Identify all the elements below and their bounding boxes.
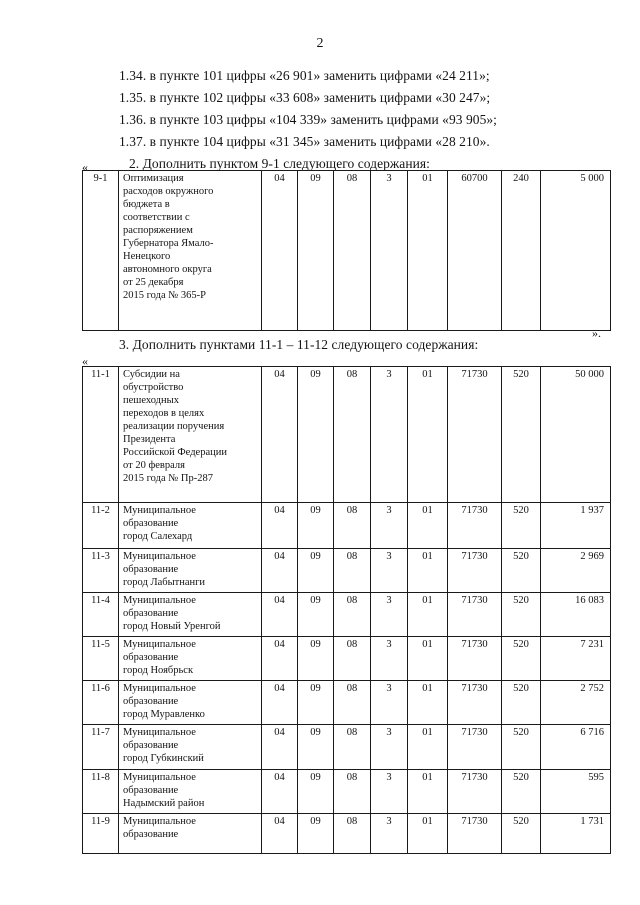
code-subprogram: 01 [408,593,448,637]
row-name [119,171,262,331]
row-name [119,637,262,681]
quote-open-2: « [82,354,88,368]
code-section: 09 [298,367,334,503]
code-expense-type: 520 [502,367,541,503]
row-name-line: бюджета в [123,199,170,210]
row-name-line: Муниципальное [123,816,196,827]
row-name-line: Муниципальное [123,727,196,738]
code-section: 09 [298,593,334,637]
code-ministry: 04 [262,171,298,331]
code-program: 3 [371,549,408,593]
row-name-line: пешеходных [123,395,179,406]
code-target: 71730 [448,549,502,593]
row-number: 11-6 [83,681,119,725]
row-name-line: переходов в целях [123,408,205,419]
row-name-line: образование [123,652,179,663]
code-program: 3 [371,637,408,681]
code-expense-type: 520 [502,637,541,681]
amount: 5 000 [541,171,611,331]
code-expense-type: 520 [502,814,541,854]
code-expense-type: 240 [502,171,541,331]
code-target: 71730 [448,367,502,503]
code-subprogram: 01 [408,725,448,770]
table-row [83,549,611,593]
row-name-line: Муниципальное [123,772,196,783]
code-ministry: 04 [262,593,298,637]
code-program: 3 [371,171,408,331]
row-name-line: Муниципальное [123,683,196,694]
code-ministry: 04 [262,503,298,549]
row-number: 11-8 [83,770,119,814]
page-number: 2 [316,36,324,51]
code-target: 71730 [448,503,502,549]
row-name [119,725,262,770]
code-ministry: 04 [262,770,298,814]
code-section: 09 [298,171,334,331]
row-name-line: от 25 декабря [123,277,184,288]
row-name [119,549,262,593]
row-name-line: соответствии с [123,212,190,223]
row-name-line: образование [123,564,179,575]
code-program: 3 [371,770,408,814]
code-ministry: 04 [262,367,298,503]
row-name-line: образование [123,518,179,529]
code-section: 09 [298,637,334,681]
code-subprogram: 01 [408,503,448,549]
code-subsection: 08 [334,593,371,637]
code-expense-type: 520 [502,503,541,549]
code-expense-type: 520 [502,770,541,814]
code-ministry: 04 [262,681,298,725]
code-ministry: 04 [262,814,298,854]
table-row [83,814,611,854]
code-target: 60700 [448,171,502,331]
row-name-line: Оптимизация [123,173,184,184]
row-name [119,814,262,854]
row-name-line: Надымский район [123,798,205,809]
code-program: 3 [371,725,408,770]
row-name-line: Президента [123,434,176,445]
code-program: 3 [371,593,408,637]
code-section: 09 [298,503,334,549]
row-name [119,681,262,725]
row-name-line: Российской Федерации [123,447,227,458]
code-subsection: 08 [334,681,371,725]
row-number: 11-9 [83,814,119,854]
code-program: 3 [371,367,408,503]
code-section: 09 [298,770,334,814]
row-name-line: город Муравленко [123,709,205,720]
code-subsection: 08 [334,367,371,503]
row-name-line: Муниципальное [123,595,196,606]
code-subsection: 08 [334,770,371,814]
amount: 2 752 [541,681,611,725]
row-name-line: образование [123,829,179,840]
row-number: 11-7 [83,725,119,770]
amount: 1 731 [541,814,611,854]
code-subsection: 08 [334,725,371,770]
table-items-11 [82,366,611,854]
row-name-line: Губернатора Ямало- [123,238,214,249]
row-name-line: город Ноябрьск [123,665,194,676]
row-name-line: от 20 февраля [123,460,185,471]
amount: 7 231 [541,637,611,681]
code-section: 09 [298,549,334,593]
row-name-line: город Губкинский [123,753,204,764]
amount: 16 083 [541,593,611,637]
row-name-line: город Новый Уренгой [123,621,221,632]
row-name-line: расходов окружного [123,186,214,197]
code-section: 09 [298,725,334,770]
row-name-line: образование [123,785,179,796]
row-name-line: Субсидии на [123,369,180,380]
paragraph-1-36: 1.36. в пункте 103 цифры «104 339» заменить цифрами «93 905»; [119,112,497,127]
row-number: 11-4 [83,593,119,637]
code-subprogram: 01 [408,171,448,331]
code-expense-type: 520 [502,593,541,637]
row-name-line: распоряжением [123,225,193,236]
code-subprogram: 01 [408,367,448,503]
row-name [119,593,262,637]
code-subsection: 08 [334,814,371,854]
code-target: 71730 [448,637,502,681]
row-name-line: Муниципальное [123,639,196,650]
code-subsection: 08 [334,503,371,549]
amount: 50 000 [541,367,611,503]
table-row [83,593,611,637]
row-name-line: Муниципальное [123,551,196,562]
row-name-line: 2015 года № 365-Р [123,290,206,301]
table-row [83,725,611,770]
code-program: 3 [371,503,408,549]
code-section: 09 [298,814,334,854]
code-program: 3 [371,814,408,854]
paragraph-3: 3. Дополнить пунктами 11-1 – 11-12 следующего содержания: [119,337,479,352]
code-subprogram: 01 [408,814,448,854]
code-section: 09 [298,681,334,725]
paragraph-1-35: 1.35. в пункте 102 цифры «33 608» заменить цифрами «30 247»; [119,90,491,105]
table-row [83,770,611,814]
code-subprogram: 01 [408,637,448,681]
code-program: 3 [371,681,408,725]
quote-open-1: « [82,160,88,174]
table-row [83,503,611,549]
row-name-line: город Салехард [123,531,193,542]
amount: 2 969 [541,549,611,593]
row-name-line: 2015 года № Пр-287 [123,473,213,484]
code-ministry: 04 [262,637,298,681]
code-expense-type: 520 [502,725,541,770]
table-row [83,637,611,681]
row-number: 11-5 [83,637,119,681]
row-number: 11-1 [83,367,119,503]
code-subprogram: 01 [408,681,448,725]
code-target: 71730 [448,770,502,814]
code-expense-type: 520 [502,681,541,725]
row-name-line: Муниципальное [123,505,196,516]
table-item-9-1 [82,170,611,331]
code-subsection: 08 [334,171,371,331]
code-subsection: 08 [334,549,371,593]
row-name-line: Ненецкого [123,251,171,262]
code-target: 71730 [448,814,502,854]
row-number: 9-1 [83,171,119,331]
code-target: 71730 [448,593,502,637]
table-row [83,171,611,331]
row-name-line: обустройство [123,382,184,393]
table-row [83,367,611,503]
row-number: 11-3 [83,549,119,593]
code-subprogram: 01 [408,549,448,593]
row-name [119,367,262,503]
code-target: 71730 [448,725,502,770]
code-target: 71730 [448,681,502,725]
code-subsection: 08 [334,637,371,681]
amount: 595 [541,770,611,814]
paragraph-1-37: 1.37. в пункте 104 цифры «31 345» заменить цифрами «28 210». [119,134,490,149]
code-subprogram: 01 [408,770,448,814]
amount: 6 716 [541,725,611,770]
code-ministry: 04 [262,549,298,593]
amount: 1 937 [541,503,611,549]
row-name [119,503,262,549]
paragraph-1-34: 1.34. в пункте 101 цифры «26 901» заменить цифрами «24 211»; [119,68,490,83]
code-expense-type: 520 [502,549,541,593]
row-name-line: образование [123,740,179,751]
row-name [119,770,262,814]
row-name-line: город Лабытнанги [123,577,206,588]
quote-close-1: ». [592,326,601,340]
row-name-line: автономного округа [123,264,212,275]
paragraph-2: 2. Дополнить пунктом 9-1 следующего содержания: [129,156,430,171]
table-row [83,681,611,725]
row-name-line: образование [123,608,179,619]
code-ministry: 04 [262,725,298,770]
row-number: 11-2 [83,503,119,549]
row-name-line: образование [123,696,179,707]
row-name-line: реализации поручения [123,421,225,432]
